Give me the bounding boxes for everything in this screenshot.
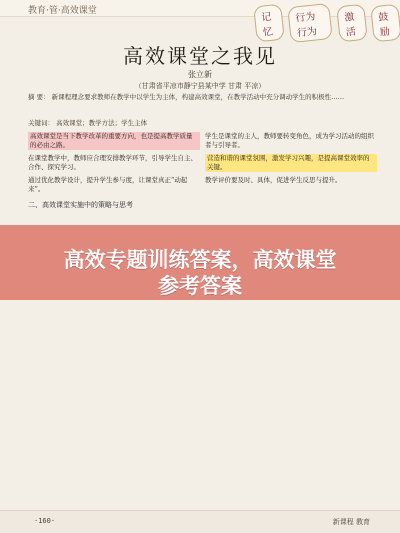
badge-3: 激活 [336,4,368,43]
abstract-text: 新课程理念要求教师在教学中以学生为主体，构建高效课堂，在教学活动中充分调动学生的积极性…… [51,93,345,101]
abstract [28,92,372,102]
article-author: 张立新 [188,70,212,79]
left-highlight-1: 高效课堂是当下教学改革的重要方向，也是提高教学质量的必由之路。 [28,132,200,150]
right-highlight-1: 营造和谐的课堂氛围，激发学习兴趣，是提高课堂效率的关键。 [205,154,377,172]
left-column [28,132,200,210]
left-paragraph-1 [28,132,200,150]
header-badges [255,5,400,41]
page-header [0,0,400,40]
page-footer [0,510,400,533]
article-affiliation: （甘肃省平凉市静宁县某中学 甘肃 平凉） [134,82,266,90]
overlay-title-line-1: 高效专题训练答案，高效课堂 [63,248,337,272]
footer-right-text: 新课程 教育 [332,518,370,526]
header-left-text: 教育·管·高效课堂 [28,6,97,16]
keywords-text: 高效课堂；教学方法；学生主体 [56,119,148,127]
left-paragraph-2: 在课堂教学中，教师应合理安排教学环节，引导学生自主、合作、探究学习。 [28,154,197,171]
abstract-label: 摘 要： [28,93,50,101]
right-paragraph-2 [205,154,377,172]
overlay-title-line-2: 参考答案 [158,274,242,298]
right-paragraph-1: 学生是课堂的主人，教师要转变角色，成为学习活动的组织者与引导者。 [205,132,374,149]
keywords-label: 关键词： [28,119,54,127]
badge-1: 记忆 [253,4,285,43]
section-heading: 二、高效课堂实施中的策略与思考 [28,201,133,209]
keywords [28,118,372,127]
right-column [205,132,377,185]
badge-4: 鼓励 [370,4,400,43]
badge-2: 行为行为 [287,3,333,43]
page-number: ·160· [34,517,56,525]
article-title: 高效课堂之我见 [123,44,277,68]
right-paragraph-3: 教学评价要及时、具体，促进学生反思与提升。 [205,176,342,184]
left-paragraph-3: 通过优化教学设计，提升学生参与度，让课堂真正“动起来”。 [28,176,188,193]
